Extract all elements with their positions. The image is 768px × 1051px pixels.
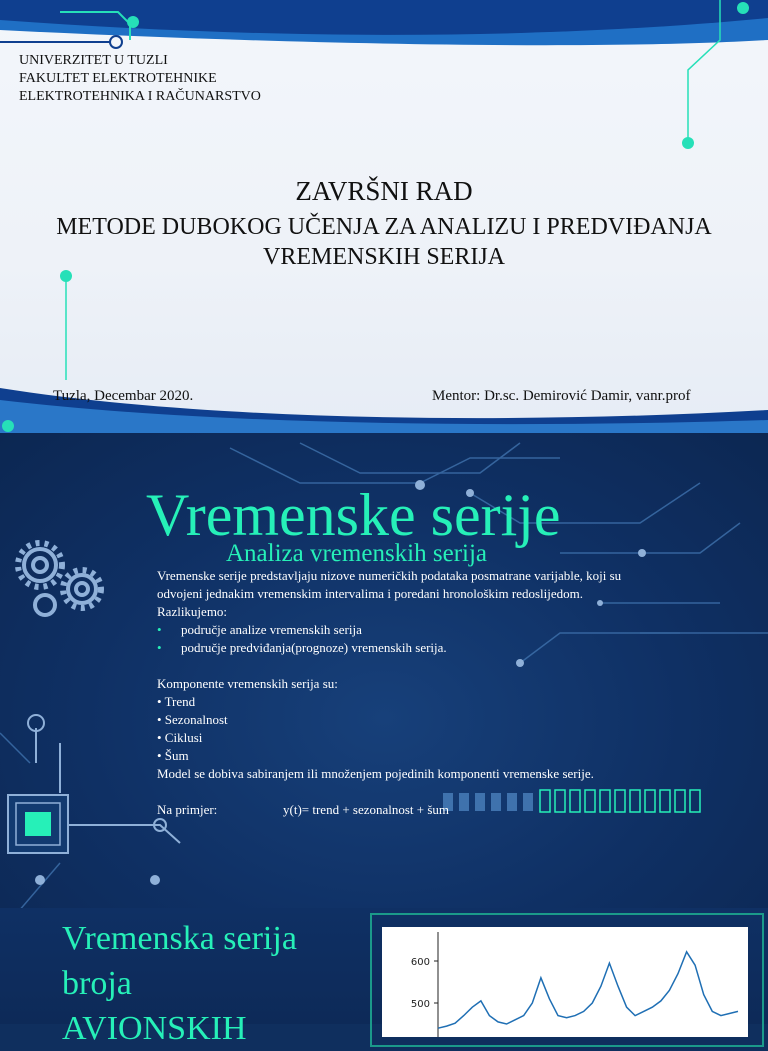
slide-subtitle: Analiza vremenskih serija xyxy=(226,540,488,567)
place-date: Tuzla, Decembar 2020. xyxy=(53,388,194,404)
component-item: • Trend xyxy=(157,694,196,709)
distinguish-label: Razlikujemo: xyxy=(157,604,228,619)
series-line xyxy=(438,952,738,1028)
thesis-subtitle-line-2: VREMENSKIH SERIJA xyxy=(262,244,505,270)
gear-icon xyxy=(24,549,96,615)
chart-slide-title-line-2: broja xyxy=(62,965,132,1002)
chart-area xyxy=(382,927,748,1037)
example-formula: y(t)= trend + sezonalnost + šum xyxy=(283,802,450,817)
slide-title: Vremenske serije xyxy=(146,482,561,548)
chart-slide-title xyxy=(62,916,297,1051)
university-block xyxy=(19,52,261,106)
bullet-item: • područje analize vremenskih serija xyxy=(157,621,627,639)
component-item: • Šum xyxy=(157,748,189,763)
component-item: • Ciklusi xyxy=(157,730,203,745)
chart-slide xyxy=(0,908,768,1047)
y-tick-label: 500 xyxy=(410,999,430,1010)
intro-paragraph: Vremenske serije predstavljaju nizove numeričkih podataka posmatrane varijable, koji su odvojeni jednakim vremenskim intervalima i poredani hronološkim redoslijedom. xyxy=(157,568,622,601)
model-text: Model se dobiva sabiranjem ili množenjem pojedinih komponenti vremenske serije. xyxy=(157,766,594,781)
example-row xyxy=(157,801,627,819)
thesis-subtitle-line-1: METODE DUBOKOG UČENJA ZA ANALIZU I PREDVIĐANJA xyxy=(56,214,712,240)
thesis-subtitle xyxy=(0,212,768,272)
title-slide xyxy=(0,0,768,433)
mentor: Mentor: Dr.sc. Demirović Damir, vanr.prof xyxy=(432,388,691,404)
chart-slide-title-line-1: Vremenska serija xyxy=(62,920,297,957)
university-line-1: UNIVERZITET U TUZLI xyxy=(19,53,168,68)
thesis-heading: ZAVRŠNI RAD xyxy=(295,176,473,206)
slide-body xyxy=(157,567,627,819)
y-tick-label: 600 xyxy=(410,957,430,968)
university-line-3: ELEKTROTEHNIKA I RAČUNARSTVO xyxy=(19,89,261,104)
content-slide xyxy=(0,433,768,908)
line-chart xyxy=(382,927,748,1037)
component-item: • Sezonalnost xyxy=(157,712,228,727)
components-intro: Komponente vremenskih serija su: xyxy=(157,676,338,691)
example-label: Na primjer: xyxy=(157,802,218,817)
chart-slide-title-line-3: AVIONSKIH xyxy=(62,1010,247,1047)
chip-icon xyxy=(8,715,180,853)
university-line-2: FAKULTET ELEKTROTEHNIKE xyxy=(19,71,217,86)
bullet-item: • područje predviđanja(prognoze) vremenskih serija. xyxy=(157,639,627,657)
